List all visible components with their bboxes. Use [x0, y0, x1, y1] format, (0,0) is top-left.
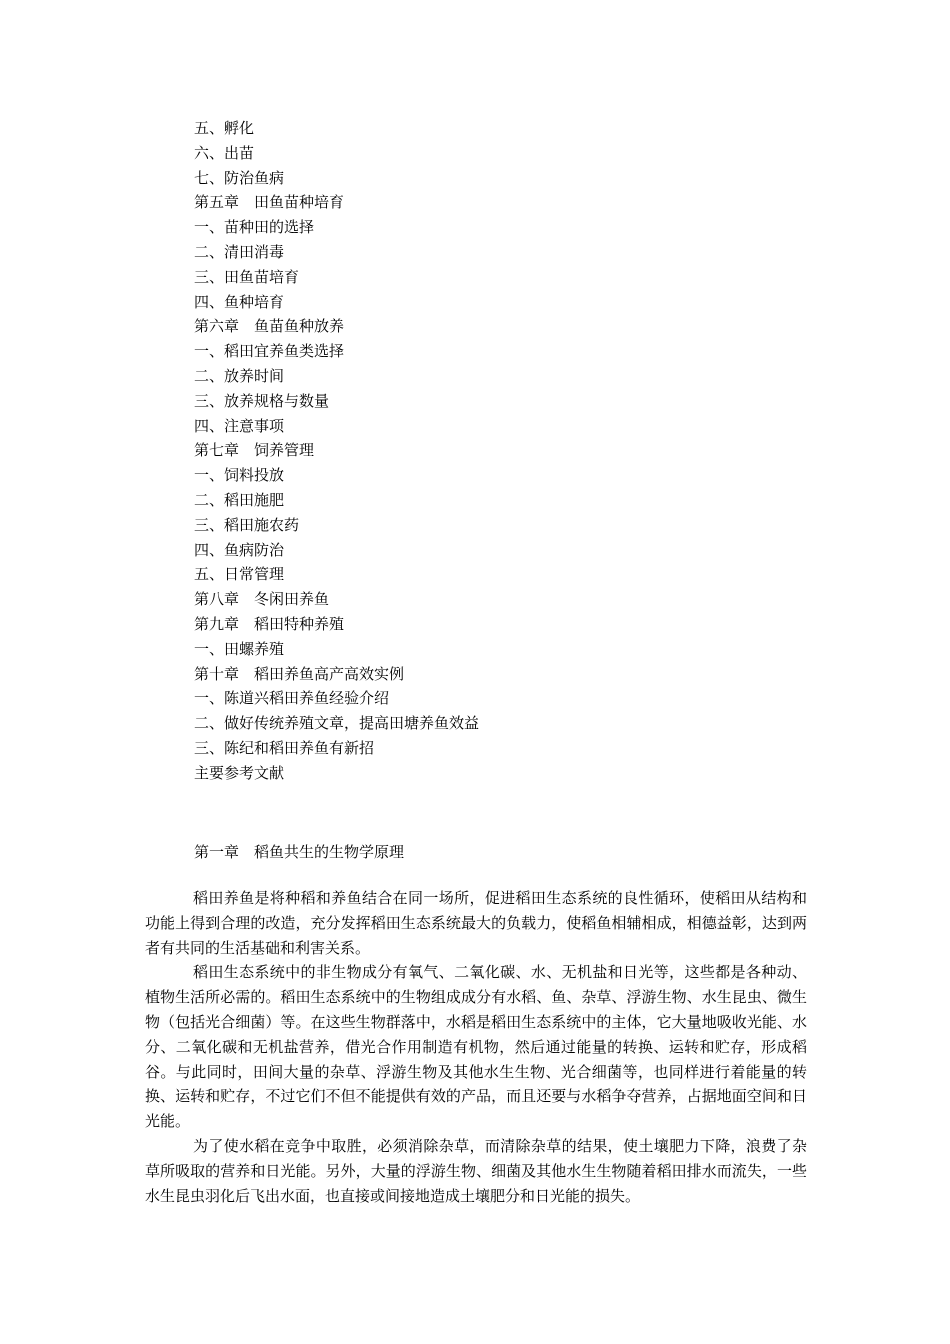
toc-chapter-entry: 第七章 饲养管理 — [194, 441, 315, 460]
chapter-heading: 第一章 稻鱼共生的生物学原理 — [194, 843, 405, 861]
toc-chapter-entry: 第十章 稻田养鱼高产高效实例 — [194, 664, 405, 683]
toc-entry: 二、做好传统养殖文章，提高田塘养鱼效益 — [194, 714, 480, 733]
toc-entry: 六、出苗 — [194, 143, 255, 162]
body-paragraph: 为了使水稻在竞争中取胜，必须消除杂草，而清除杂草的结果，使土壤肥力下降，浪费了杂草所吸取的营养和日光能。另外，大量的浮游生物、细菌及其他水生生物随着稻田排水而流失，一些水生昆虫羽化后飞出水面，也直接或间接地造成土壤肥分和日光能的损失。 — [145, 1136, 807, 1205]
toc-entry: 一、稻田宜养鱼类选择 — [194, 342, 345, 361]
toc-entry: 五、日常管理 — [194, 565, 285, 584]
toc-entry: 二、放养时间 — [194, 366, 285, 385]
toc-references-entry: 主要参考文献 — [194, 763, 285, 782]
toc-entry: 三、稻田施农药 — [194, 515, 300, 534]
toc-entry: 七、防治鱼病 — [194, 168, 285, 187]
toc-entry: 三、陈纪和稻田养鱼有新招 — [194, 738, 375, 757]
toc-entry: 四、注意事项 — [194, 416, 285, 435]
toc-entry: 四、鱼病防治 — [194, 540, 285, 559]
toc-entry: 一、饲料投放 — [194, 466, 285, 485]
toc-entry: 五、孵化 — [194, 119, 255, 137]
body-paragraph: 稻田养鱼是将种稻和养鱼结合在同一场所，促进稻田生态系统的良性循环，使稻田从结构和功能上得到合理的改造，充分发挥稻田生态系统最大的负载力，使稻鱼相辅相成，相德益彰，达到两者有共同的生活基础和利害关系。 — [145, 889, 807, 957]
toc-entry: 二、稻田施肥 — [194, 490, 285, 509]
toc-entry: 一、田螺养殖 — [194, 639, 285, 658]
toc-entry: 二、清田消毒 — [194, 242, 285, 261]
chapter-body — [145, 886, 807, 1208]
toc-entry: 四、鱼种培育 — [194, 292, 285, 311]
toc-chapter-entry: 第五章 田鱼苗种培育 — [194, 193, 345, 212]
toc-entry: 三、田鱼苗培育 — [194, 267, 300, 286]
toc-entry: 三、放养规格与数量 — [194, 391, 330, 410]
toc-entry: 一、苗种田的选择 — [194, 218, 315, 237]
toc-chapter-entry: 第六章 鱼苗鱼种放养 — [194, 317, 345, 336]
toc-chapter-entry: 第八章 冬闲田养鱼 — [194, 590, 330, 609]
table-of-contents — [194, 116, 479, 786]
toc-entry: 一、陈道兴稻田养鱼经验介绍 — [194, 689, 390, 708]
body-paragraph: 稻田生态系统中的非生物成分有氧气、二氧化碳、水、无机盐和日光等，这些都是各种动、植物生活所必需的。稻田生态系统中的生物组成成分有水稻、鱼、杂草、浮游生物、水生昆虫、微生物（包括光合细菌）等。在这些生物群落中，水稻是稻田生态系统中的主体，它大量地吸收光能、水分、二氧化碳和无机盐营养，借光合作用制造有机物，然后通过能量的转换、运转和贮存，形成稻谷。与此同时，田间大量的杂草、浮游生物及其他水生生物、光合细菌等，也同样进行着能量的转换、运转和贮存，不过它们不但不能提供有效的产品，而且还要与水稻争夺营养，占据地面空间和日光能。 — [145, 963, 807, 1131]
toc-chapter-entry: 第九章 稻田特种养殖 — [194, 614, 345, 633]
